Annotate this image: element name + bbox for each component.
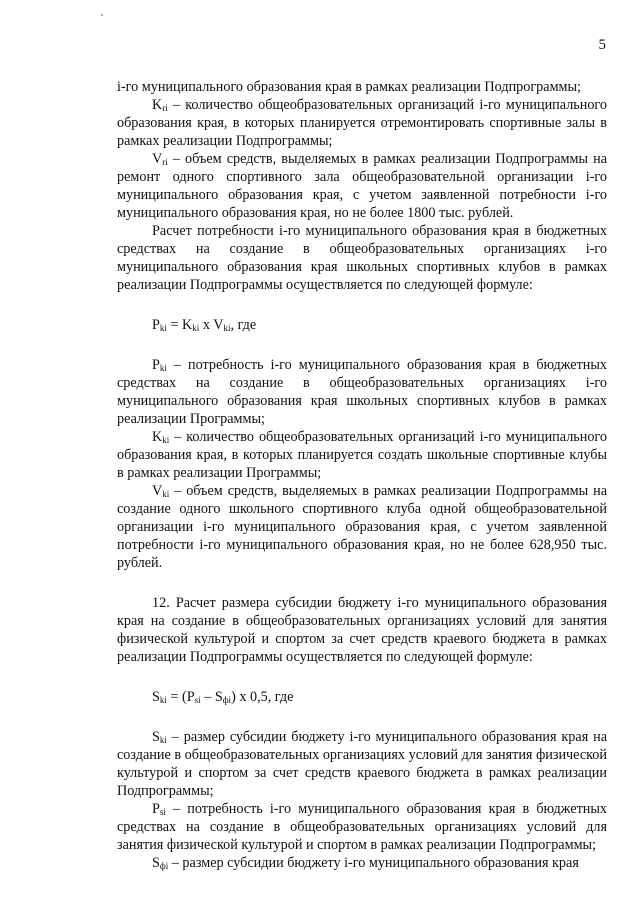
variable-symbol: S (152, 855, 160, 871)
variable-symbol: P (152, 357, 160, 373)
formula-subscript: фi (222, 695, 232, 705)
page-number: 5 (598, 37, 606, 53)
paragraph-text: – потребность i-го муниципального образования края в бюджетных средствах на создание в общеобразовательных организациях i-го муниципального образования края школьных спортивных клубов в рамках реализации Программы; (117, 357, 607, 427)
variable-subscript: si (159, 807, 166, 817)
paragraph-text: – потребность i-го муниципального образования края в бюджетных средствах на создание в общеобразовательных организациях условий для занятия физической культурой и спортом в рамках реализации Подпрограммы; (117, 801, 607, 853)
variable-symbol: V (152, 151, 163, 167)
paragraph-spacer (117, 666, 607, 688)
paragraph-text: – количество общеобразовательных организаций i-го муниципального образования края, в которых планируется отремонтировать спортивные залы в рамках реализации Подпрограммы; (117, 97, 607, 149)
variable-subscript: фi (159, 861, 169, 871)
paragraph-text: – объем средств, выделяемых в рамках реализации Подпрограммы на ремонт одного спортивного зала общеобразовательной организации i-го муниципального образования края, с учетом заявленной потребности i-го муниципального образования края, но не более 1800 тыс. рублей. (117, 151, 607, 221)
formula-term: – S (200, 689, 223, 705)
variable-symbol: K (152, 429, 163, 445)
paragraph (117, 800, 607, 854)
variable-subscript: ki (162, 489, 170, 499)
formula-term: P (152, 317, 160, 333)
formula-subscript: ki (159, 695, 167, 705)
paragraph-text: Расчет потребности i-го муниципального образования края в бюджетных средствах на создание в общеобразовательных организациях i-го муниципального образования края школьных спортивных клубов в рамках реализации Подпрограммы осуществляется по следующей формуле: (117, 223, 607, 293)
paragraph-text: i-го муниципального образования края в рамках реализации Подпрограммы; (117, 79, 581, 95)
paragraph (117, 78, 607, 96)
formula-subscript: ki (223, 323, 231, 333)
paragraph-spacer (117, 294, 607, 316)
variable-subscript: ki (159, 363, 167, 373)
variable-symbol: S (152, 729, 160, 745)
paragraph (117, 96, 607, 150)
formula-term: , где (230, 317, 257, 333)
formula (117, 316, 607, 334)
paragraph-text: – размер субсидии бюджету i-го муниципального образования края на создание в общеобразовательных организациях условий для занятия физической культурой и спортом за счет средств краевого бюджета в рамках реализации Подпрограммы; (117, 729, 607, 799)
paragraph (117, 150, 607, 222)
variable-symbol: K (152, 97, 163, 113)
variable-subscript: ki (159, 735, 167, 745)
formula-subscript: ki (192, 323, 200, 333)
paragraph-spacer (117, 572, 607, 594)
variable-symbol: P (152, 801, 160, 817)
paragraph (117, 222, 607, 294)
paragraph-spacer (117, 334, 607, 356)
variable-subscript: ri (162, 103, 168, 113)
paragraph-spacer (117, 706, 607, 728)
variable-symbol: V (152, 483, 163, 499)
formula-term: S (152, 689, 160, 705)
formula-subscript: ki (159, 323, 167, 333)
paragraph-text: – объем средств, выделяемых в рамках реализации Подпрограммы на создание одного школьного спортивного клуба одной общеобразовательной организации i-го муниципального образования края, с учетом заявленной потребности i-го муниципального образования края, но не более 628,950 тыс. рублей. (117, 483, 607, 571)
paragraph-text: 12. Расчет размера субсидии бюджету i-го муниципального образования края на создание в общеобразовательных организациях условий для занятия физической культурой и спортом за счет средств краевого бюджета в рамках реализации Подпрограммы осуществляется по следующей формуле: (117, 595, 607, 665)
paragraph-text: – количество общеобразовательных организаций i-го муниципального образования края, в которых планируется создать школьные спортивные клубы в рамках реализации Программы; (117, 429, 607, 481)
paragraph (117, 428, 607, 482)
formula-term: x V (199, 317, 224, 333)
paragraph-text: – размер субсидии бюджету i-го муниципального образования края (168, 855, 579, 871)
paragraph (117, 728, 607, 800)
paragraph (117, 482, 607, 572)
formula-term: ) x 0,5, где (231, 689, 294, 705)
variable-subscript: ki (162, 435, 170, 445)
formula-subscript: si (194, 695, 201, 705)
paragraph (117, 594, 607, 666)
paragraph (117, 854, 607, 872)
document-body (117, 78, 607, 872)
paragraph (117, 356, 607, 428)
formula-term: = (P (166, 689, 195, 705)
formula-term: = K (166, 317, 193, 333)
formula (117, 688, 607, 706)
variable-subscript: ri (162, 157, 168, 167)
scan-speck (101, 14, 103, 16)
